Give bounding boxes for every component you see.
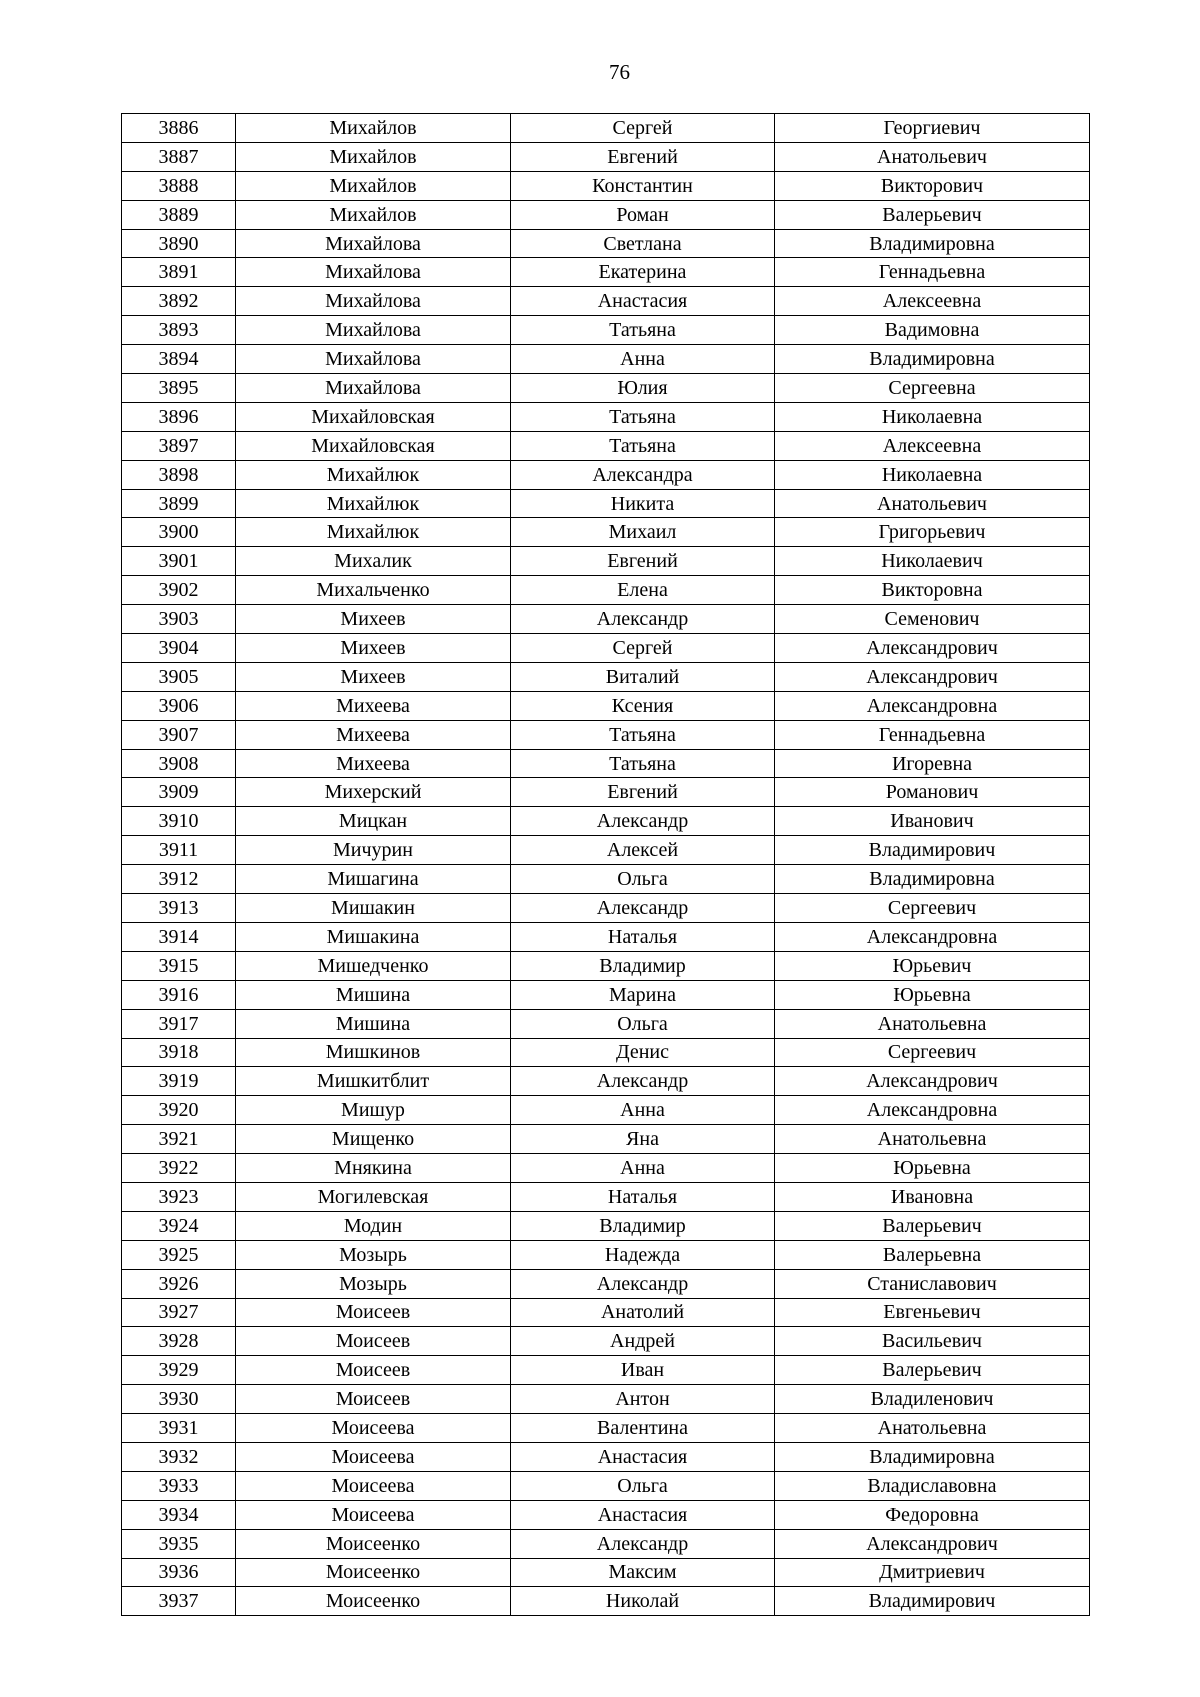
patronymic-cell: Александрович [775, 1529, 1090, 1558]
patronymic-cell: Геннадьевна [775, 720, 1090, 749]
patronymic-cell: Анатольевна [775, 1414, 1090, 1443]
first-name-cell: Екатерина [511, 258, 775, 287]
patronymic-cell: Григорьевич [775, 518, 1090, 547]
last-name-cell: Мишакин [236, 894, 511, 923]
last-name-cell: Мишур [236, 1096, 511, 1125]
patronymic-cell: Валерьевич [775, 1211, 1090, 1240]
first-name-cell: Александр [511, 605, 775, 634]
last-name-cell: Мишакина [236, 922, 511, 951]
last-name-cell: Михайлова [236, 229, 511, 258]
table-row [122, 431, 1090, 460]
table-row [122, 1154, 1090, 1183]
first-name-cell: Александр [511, 1529, 775, 1558]
patronymic-cell: Александрович [775, 662, 1090, 691]
patronymic-cell: Васильевич [775, 1327, 1090, 1356]
row-number-cell: 3900 [122, 518, 236, 547]
first-name-cell: Ольга [511, 865, 775, 894]
first-name-cell: Иван [511, 1356, 775, 1385]
table-row [122, 1327, 1090, 1356]
table-row [122, 1558, 1090, 1587]
row-number-cell: 3928 [122, 1327, 236, 1356]
patronymic-cell: Александровна [775, 1096, 1090, 1125]
last-name-cell: Михайлюк [236, 489, 511, 518]
table-row [122, 258, 1090, 287]
last-name-cell: Мнякина [236, 1154, 511, 1183]
table-row [122, 200, 1090, 229]
table-row [122, 1038, 1090, 1067]
row-number-cell: 3912 [122, 865, 236, 894]
last-name-cell: Моисеенко [236, 1587, 511, 1616]
row-number-cell: 3931 [122, 1414, 236, 1443]
patronymic-cell: Александровна [775, 922, 1090, 951]
row-number-cell: 3917 [122, 1009, 236, 1038]
row-number-cell: 3895 [122, 374, 236, 403]
table-row [122, 865, 1090, 894]
table-row [122, 287, 1090, 316]
patronymic-cell: Алексеевна [775, 287, 1090, 316]
table-row [122, 1182, 1090, 1211]
patronymic-cell: Викторович [775, 171, 1090, 200]
last-name-cell: Михайлова [236, 258, 511, 287]
last-name-cell: Мишагина [236, 865, 511, 894]
first-name-cell: Анна [511, 1096, 775, 1125]
first-name-cell: Денис [511, 1038, 775, 1067]
row-number-cell: 3886 [122, 114, 236, 143]
row-number-cell: 3906 [122, 691, 236, 720]
first-name-cell: Елена [511, 576, 775, 605]
table-row [122, 1471, 1090, 1500]
table-row [122, 142, 1090, 171]
patronymic-cell: Дмитриевич [775, 1558, 1090, 1587]
first-name-cell: Ольга [511, 1471, 775, 1500]
patronymic-cell: Владимирович [775, 836, 1090, 865]
first-name-cell: Алексей [511, 836, 775, 865]
table-row [122, 114, 1090, 143]
last-name-cell: Модин [236, 1211, 511, 1240]
last-name-cell: Моисеев [236, 1298, 511, 1327]
patronymic-cell: Александрович [775, 1067, 1090, 1096]
table-row [122, 662, 1090, 691]
row-number-cell: 3918 [122, 1038, 236, 1067]
patronymic-cell: Валерьевич [775, 1356, 1090, 1385]
first-name-cell: Анатолий [511, 1298, 775, 1327]
row-number-cell: 3919 [122, 1067, 236, 1096]
first-name-cell: Анастасия [511, 1442, 775, 1471]
last-name-cell: Михайлова [236, 374, 511, 403]
last-name-cell: Моисеев [236, 1327, 511, 1356]
row-number-cell: 3904 [122, 634, 236, 663]
table-row [122, 374, 1090, 403]
table-row [122, 720, 1090, 749]
first-name-cell: Татьяна [511, 316, 775, 345]
table-row [122, 229, 1090, 258]
row-number-cell: 3899 [122, 489, 236, 518]
patronymic-cell: Семенович [775, 605, 1090, 634]
last-name-cell: Михеева [236, 691, 511, 720]
patronymic-cell: Станиславович [775, 1269, 1090, 1298]
first-name-cell: Ольга [511, 1009, 775, 1038]
patronymic-cell: Геннадьевна [775, 258, 1090, 287]
first-name-cell: Александр [511, 807, 775, 836]
patronymic-cell: Федоровна [775, 1500, 1090, 1529]
patronymic-cell: Владиславовна [775, 1471, 1090, 1500]
patronymic-cell: Сергеевич [775, 894, 1090, 923]
first-name-cell: Татьяна [511, 431, 775, 460]
roster-table-body [122, 114, 1090, 1616]
row-number-cell: 3893 [122, 316, 236, 345]
patronymic-cell: Алексеевна [775, 431, 1090, 460]
last-name-cell: Могилевская [236, 1182, 511, 1211]
table-row [122, 518, 1090, 547]
patronymic-cell: Игоревна [775, 749, 1090, 778]
last-name-cell: Мишкитблит [236, 1067, 511, 1096]
table-row [122, 402, 1090, 431]
table-row [122, 1009, 1090, 1038]
last-name-cell: Моисеева [236, 1471, 511, 1500]
table-row [122, 836, 1090, 865]
row-number-cell: 3908 [122, 749, 236, 778]
last-name-cell: Михеев [236, 634, 511, 663]
table-row [122, 316, 1090, 345]
first-name-cell: Анастасия [511, 287, 775, 316]
patronymic-cell: Юрьевич [775, 951, 1090, 980]
last-name-cell: Михайлова [236, 316, 511, 345]
patronymic-cell: Владимировна [775, 1442, 1090, 1471]
last-name-cell: Моисеева [236, 1442, 511, 1471]
last-name-cell: Михайлов [236, 200, 511, 229]
row-number-cell: 3892 [122, 287, 236, 316]
patronymic-cell: Николаевна [775, 460, 1090, 489]
row-number-cell: 3889 [122, 200, 236, 229]
table-row [122, 807, 1090, 836]
table-row [122, 749, 1090, 778]
last-name-cell: Мишедченко [236, 951, 511, 980]
last-name-cell: Мишина [236, 1009, 511, 1038]
row-number-cell: 3930 [122, 1385, 236, 1414]
table-row [122, 894, 1090, 923]
table-row [122, 1529, 1090, 1558]
patronymic-cell: Владиленович [775, 1385, 1090, 1414]
row-number-cell: 3934 [122, 1500, 236, 1529]
last-name-cell: Михайловская [236, 431, 511, 460]
row-number-cell: 3897 [122, 431, 236, 460]
last-name-cell: Михалик [236, 547, 511, 576]
row-number-cell: 3915 [122, 951, 236, 980]
last-name-cell: Михайлюк [236, 518, 511, 547]
last-name-cell: Михеева [236, 749, 511, 778]
first-name-cell: Анна [511, 1154, 775, 1183]
row-number-cell: 3937 [122, 1587, 236, 1616]
row-number-cell: 3927 [122, 1298, 236, 1327]
patronymic-cell: Сергеевна [775, 374, 1090, 403]
row-number-cell: 3911 [122, 836, 236, 865]
patronymic-cell: Валерьевна [775, 1240, 1090, 1269]
table-row [122, 1298, 1090, 1327]
last-name-cell: Моисеенко [236, 1558, 511, 1587]
table-row [122, 1356, 1090, 1385]
patronymic-cell: Владимирович [775, 1587, 1090, 1616]
page-number: 76 [609, 60, 630, 84]
table-row [122, 922, 1090, 951]
first-name-cell: Максим [511, 1558, 775, 1587]
first-name-cell: Андрей [511, 1327, 775, 1356]
last-name-cell: Моисеева [236, 1414, 511, 1443]
first-name-cell: Анна [511, 345, 775, 374]
table-row [122, 691, 1090, 720]
patronymic-cell: Ивановна [775, 1182, 1090, 1211]
row-number-cell: 3926 [122, 1269, 236, 1298]
last-name-cell: Моисеенко [236, 1529, 511, 1558]
row-number-cell: 3901 [122, 547, 236, 576]
last-name-cell: Михальченко [236, 576, 511, 605]
first-name-cell: Роман [511, 200, 775, 229]
row-number-cell: 3914 [122, 922, 236, 951]
first-name-cell: Наталья [511, 922, 775, 951]
last-name-cell: Мицкан [236, 807, 511, 836]
first-name-cell: Валентина [511, 1414, 775, 1443]
first-name-cell: Татьяна [511, 402, 775, 431]
last-name-cell: Михайлова [236, 287, 511, 316]
first-name-cell: Татьяна [511, 720, 775, 749]
row-number-cell: 3888 [122, 171, 236, 200]
table-row [122, 1096, 1090, 1125]
first-name-cell: Надежда [511, 1240, 775, 1269]
first-name-cell: Александр [511, 894, 775, 923]
row-number-cell: 3923 [122, 1182, 236, 1211]
row-number-cell: 3921 [122, 1125, 236, 1154]
first-name-cell: Михаил [511, 518, 775, 547]
first-name-cell: Константин [511, 171, 775, 200]
patronymic-cell: Иванович [775, 807, 1090, 836]
table-row [122, 576, 1090, 605]
row-number-cell: 3890 [122, 229, 236, 258]
patronymic-cell: Юрьевна [775, 1154, 1090, 1183]
first-name-cell: Александр [511, 1269, 775, 1298]
last-name-cell: Мозырь [236, 1240, 511, 1269]
row-number-cell: 3905 [122, 662, 236, 691]
first-name-cell: Евгений [511, 778, 775, 807]
row-number-cell: 3925 [122, 1240, 236, 1269]
last-name-cell: Мищенко [236, 1125, 511, 1154]
last-name-cell: Михайлов [236, 114, 511, 143]
first-name-cell: Марина [511, 980, 775, 1009]
row-number-cell: 3913 [122, 894, 236, 923]
row-number-cell: 3894 [122, 345, 236, 374]
patronymic-cell: Анатольевна [775, 1125, 1090, 1154]
last-name-cell: Моисеев [236, 1385, 511, 1414]
row-number-cell: 3891 [122, 258, 236, 287]
table-row [122, 778, 1090, 807]
row-number-cell: 3935 [122, 1529, 236, 1558]
last-name-cell: Михайловская [236, 402, 511, 431]
first-name-cell: Владимир [511, 1211, 775, 1240]
row-number-cell: 3907 [122, 720, 236, 749]
patronymic-cell: Георгиевич [775, 114, 1090, 143]
table-row [122, 1414, 1090, 1443]
last-name-cell: Михайлов [236, 142, 511, 171]
table-row [122, 605, 1090, 634]
row-number-cell: 3936 [122, 1558, 236, 1587]
first-name-cell: Юлия [511, 374, 775, 403]
last-name-cell: Михайлова [236, 345, 511, 374]
first-name-cell: Николай [511, 1587, 775, 1616]
patronymic-cell: Сергеевич [775, 1038, 1090, 1067]
patronymic-cell: Владимировна [775, 345, 1090, 374]
row-number-cell: 3896 [122, 402, 236, 431]
table-row [122, 951, 1090, 980]
first-name-cell: Александр [511, 1067, 775, 1096]
row-number-cell: 3924 [122, 1211, 236, 1240]
row-number-cell: 3909 [122, 778, 236, 807]
first-name-cell: Александра [511, 460, 775, 489]
patronymic-cell: Владимировна [775, 229, 1090, 258]
last-name-cell: Михеев [236, 605, 511, 634]
last-name-cell: Михайлов [236, 171, 511, 200]
patronymic-cell: Александрович [775, 634, 1090, 663]
row-number-cell: 3902 [122, 576, 236, 605]
last-name-cell: Мишина [236, 980, 511, 1009]
table-row [122, 345, 1090, 374]
last-name-cell: Мичурин [236, 836, 511, 865]
last-name-cell: Михеев [236, 662, 511, 691]
patronymic-cell: Владимировна [775, 865, 1090, 894]
table-row [122, 980, 1090, 1009]
patronymic-cell: Валерьевич [775, 200, 1090, 229]
last-name-cell: Моисеев [236, 1356, 511, 1385]
row-number-cell: 3898 [122, 460, 236, 489]
roster-table [121, 113, 1090, 1616]
first-name-cell: Анастасия [511, 1500, 775, 1529]
last-name-cell: Мозырь [236, 1269, 511, 1298]
first-name-cell: Евгений [511, 142, 775, 171]
table-row [122, 460, 1090, 489]
last-name-cell: Михерский [236, 778, 511, 807]
last-name-cell: Моисеева [236, 1500, 511, 1529]
last-name-cell: Михеева [236, 720, 511, 749]
row-number-cell: 3916 [122, 980, 236, 1009]
table-row [122, 1587, 1090, 1616]
row-number-cell: 3910 [122, 807, 236, 836]
table-row [122, 634, 1090, 663]
first-name-cell: Виталий [511, 662, 775, 691]
table-row [122, 547, 1090, 576]
first-name-cell: Светлана [511, 229, 775, 258]
first-name-cell: Никита [511, 489, 775, 518]
first-name-cell: Сергей [511, 634, 775, 663]
table-row [122, 171, 1090, 200]
first-name-cell: Евгений [511, 547, 775, 576]
patronymic-cell: Александровна [775, 691, 1090, 720]
table-row [122, 489, 1090, 518]
row-number-cell: 3903 [122, 605, 236, 634]
patronymic-cell: Евгеньевич [775, 1298, 1090, 1327]
patronymic-cell: Романович [775, 778, 1090, 807]
patronymic-cell: Анатольевич [775, 489, 1090, 518]
table-row [122, 1067, 1090, 1096]
patronymic-cell: Вадимовна [775, 316, 1090, 345]
table-row [122, 1500, 1090, 1529]
first-name-cell: Сергей [511, 114, 775, 143]
table-row [122, 1240, 1090, 1269]
table-row [122, 1269, 1090, 1298]
patronymic-cell: Анатольевич [775, 142, 1090, 171]
row-number-cell: 3932 [122, 1442, 236, 1471]
first-name-cell: Наталья [511, 1182, 775, 1211]
patronymic-cell: Николаевна [775, 402, 1090, 431]
table-row [122, 1211, 1090, 1240]
row-number-cell: 3922 [122, 1154, 236, 1183]
patronymic-cell: Викторовна [775, 576, 1090, 605]
table-row [122, 1385, 1090, 1414]
first-name-cell: Антон [511, 1385, 775, 1414]
first-name-cell: Владимир [511, 951, 775, 980]
last-name-cell: Михайлюк [236, 460, 511, 489]
table-row [122, 1125, 1090, 1154]
row-number-cell: 3929 [122, 1356, 236, 1385]
patronymic-cell: Николаевич [775, 547, 1090, 576]
first-name-cell: Яна [511, 1125, 775, 1154]
row-number-cell: 3887 [122, 142, 236, 171]
table-row [122, 1442, 1090, 1471]
first-name-cell: Ксения [511, 691, 775, 720]
last-name-cell: Мишкинов [236, 1038, 511, 1067]
row-number-cell: 3920 [122, 1096, 236, 1125]
patronymic-cell: Юрьевна [775, 980, 1090, 1009]
row-number-cell: 3933 [122, 1471, 236, 1500]
patronymic-cell: Анатольевна [775, 1009, 1090, 1038]
first-name-cell: Татьяна [511, 749, 775, 778]
